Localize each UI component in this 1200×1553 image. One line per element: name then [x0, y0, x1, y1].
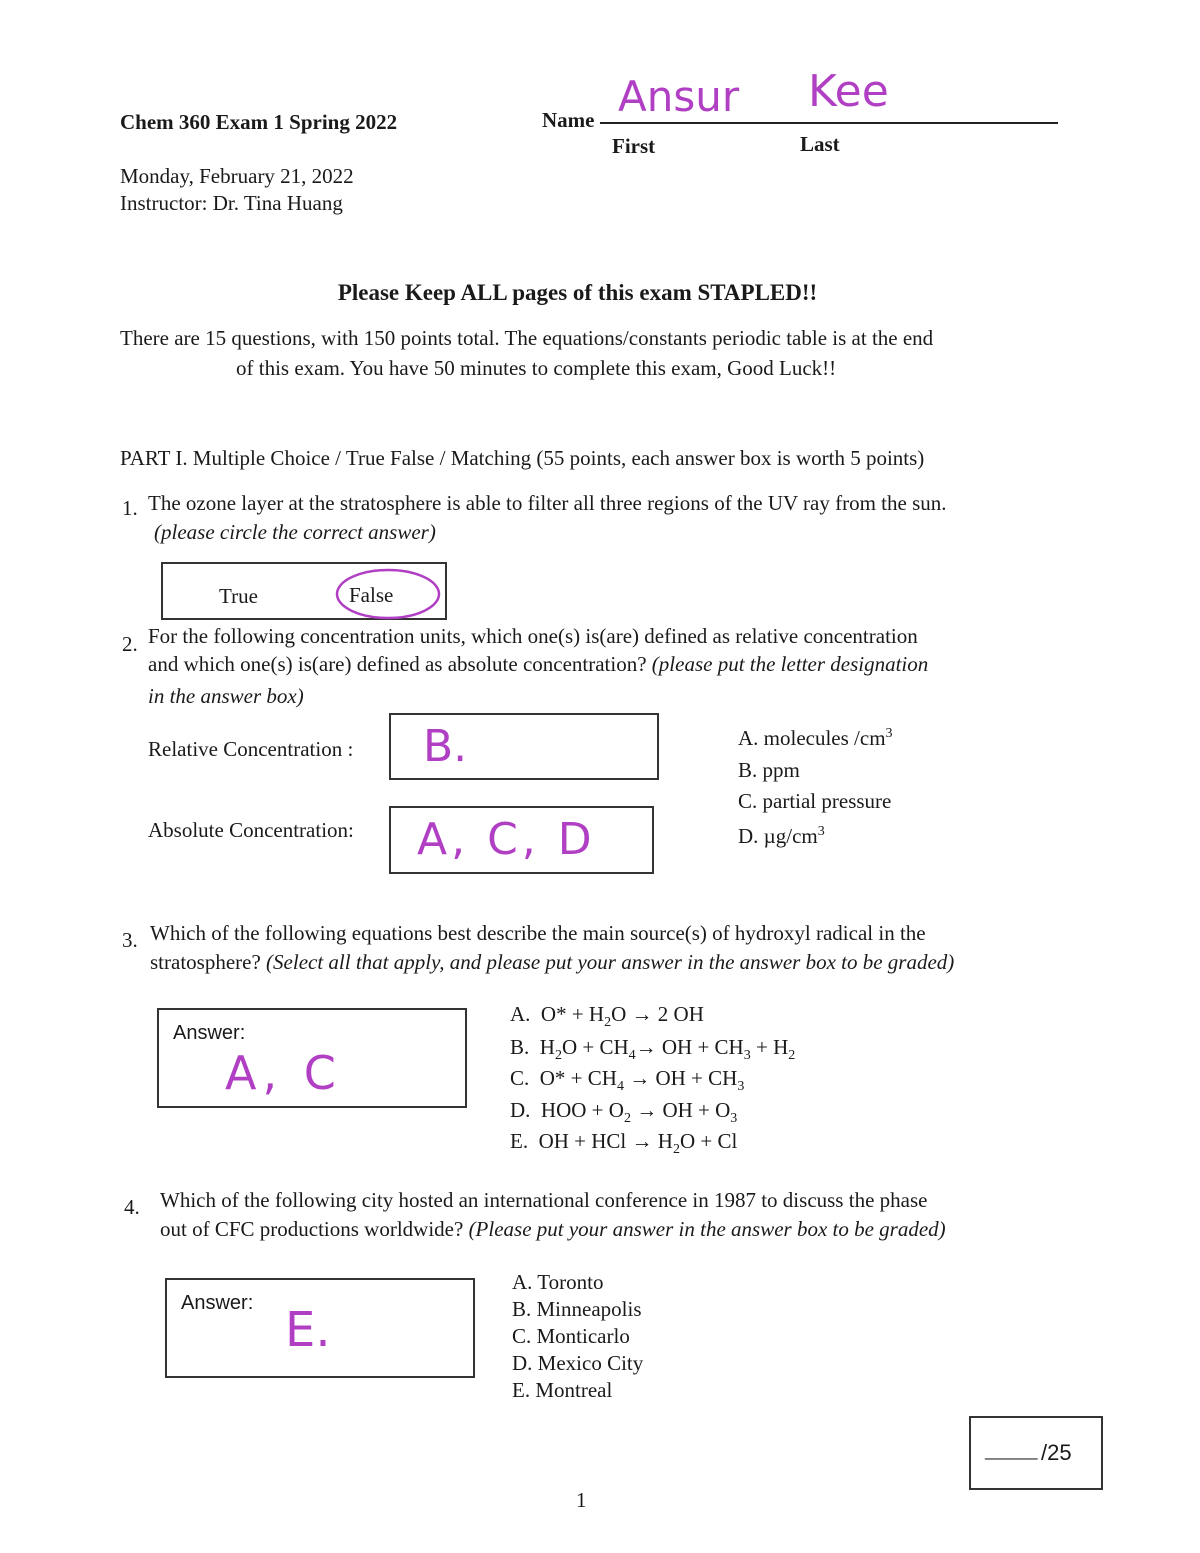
q1-answer-box	[161, 562, 447, 620]
q3-option-b-s1: 2	[554, 1048, 562, 1064]
q2-option-a-sup: 3	[885, 726, 893, 741]
page-number: 1	[576, 1488, 587, 1512]
q3-option-b-letter: B.	[510, 1035, 530, 1059]
q2-text-2	[148, 652, 928, 677]
part1-title: PART I. Multiple Choice / True False / Matching (55 points, each answer box is worth 5 points)	[120, 446, 925, 470]
score-total: /25	[1041, 1440, 1072, 1465]
q2-option-d-text: D. µg/cm	[738, 824, 818, 848]
q3-number: 3.	[122, 928, 138, 952]
q3-option-b	[510, 1035, 795, 1064]
relative-label: Relative Concentration :	[148, 737, 354, 761]
q3-option-e-letter: E.	[510, 1129, 529, 1153]
q3-option-d-p2: → OH + O	[630, 1098, 731, 1122]
score-blank: _____	[985, 1438, 1038, 1462]
q2-text-1: For the following concentration units, which one(s) is(are) defined as relative concentration	[148, 624, 918, 648]
intro-line-1: There are 15 questions, with 150 points total. The equations/constants periodic table is at the end	[120, 326, 934, 350]
q3-option-b-s2: 4	[628, 1048, 636, 1064]
q2-number: 2.	[122, 632, 138, 656]
q4-option-a: A. Toronto	[512, 1270, 604, 1294]
q4-option-b: B. Minneapolis	[512, 1297, 642, 1321]
first-name-handwritten: Ansur	[618, 72, 740, 121]
q3-option-d-letter: D.	[510, 1098, 531, 1122]
q3-option-b-p3: → OH + CH	[635, 1035, 744, 1059]
q3-option-c-letter: C.	[510, 1066, 530, 1090]
staple-notice: Please Keep ALL pages of this exam STAPLED!!	[337, 280, 818, 305]
q3-option-e	[510, 1129, 737, 1158]
q3-option-c-p1: O* + CH	[539, 1066, 617, 1090]
name-line	[600, 122, 1058, 124]
q4-number: 4.	[124, 1195, 140, 1219]
q3-option-a-p1: O* + H	[540, 1002, 605, 1026]
q3-option-a-s1: 2	[604, 1015, 612, 1031]
q3-answer-box[interactable]	[157, 1008, 467, 1108]
q3-option-b-p1: H	[539, 1035, 555, 1059]
exam-title: Chem 360 Exam 1 Spring 2022	[120, 110, 398, 134]
absolute-label: Absolute Concentration:	[148, 818, 354, 842]
first-label: First	[612, 134, 656, 158]
q1-option-true[interactable]: True	[219, 584, 258, 608]
q3-text-1: Which of the following equations best describe the main source(s) of hydroxyl radical in the	[150, 921, 926, 945]
q3-option-b-p4: + H	[750, 1035, 789, 1059]
q2-instruction-2: in the answer box)	[148, 684, 304, 708]
q3-option-c-s1: 4	[616, 1079, 624, 1095]
q3-option-b-s3: 3	[743, 1048, 751, 1064]
relative-answer-box[interactable]	[389, 713, 659, 780]
q3-answer: A, C	[225, 1046, 342, 1100]
exam-date: Monday, February 21, 2022	[120, 164, 354, 188]
q1-option-false[interactable]: False	[349, 583, 394, 607]
q3-text-2-main: stratosphere?	[150, 950, 261, 974]
q4-option-d: D. Mexico City	[512, 1351, 644, 1375]
instructor: Instructor: Dr. Tina Huang	[120, 191, 343, 215]
q4-answer-label: Answer:	[181, 1292, 254, 1314]
q3-text-2	[150, 950, 954, 975]
q4-text-2-main: out of CFC productions worldwide?	[160, 1217, 464, 1241]
q2-option-a-text: A. molecules /cm	[738, 726, 886, 750]
q4-text-2	[160, 1217, 946, 1242]
q4-option-e: E. Montreal	[512, 1378, 613, 1402]
q4-option-c: C. Monticarlo	[512, 1324, 630, 1348]
q3-option-d	[510, 1098, 737, 1127]
q4-answer: E.	[285, 1302, 331, 1358]
q3-option-d-p1: HOO + O	[540, 1098, 624, 1122]
q2-option-a	[738, 726, 893, 751]
last-label: Last	[800, 132, 840, 156]
q2-option-c: C. partial pressure	[738, 789, 892, 813]
q4-text-1: Which of the following city hosted an international conference in 1987 to discuss the phase	[160, 1188, 928, 1212]
q3-option-c-p2: → OH + CH	[623, 1066, 738, 1090]
q3-option-d-s2: 3	[730, 1111, 738, 1127]
absolute-answer: A, C, D	[417, 814, 596, 865]
q3-option-a	[510, 1002, 704, 1031]
q3-option-d-s1: 2	[623, 1111, 631, 1127]
q3-option-c-s2: 3	[737, 1079, 745, 1095]
q2-option-d	[738, 824, 825, 849]
q3-option-e-p1: OH + HCl → H	[538, 1129, 673, 1153]
q3-option-e-s1: 2	[672, 1142, 680, 1158]
q1-circle-mark	[331, 566, 445, 620]
q1-text: The ozone layer at the stratosphere is able to filter all three regions of the UV ray from the sun.	[148, 491, 947, 515]
q2-option-b: B. ppm	[738, 758, 800, 782]
last-name-handwritten: Kee	[808, 66, 889, 117]
q3-option-a-letter: A.	[510, 1002, 531, 1026]
q2-text-2-main: and which one(s) is(are) defined as absolute concentration?	[148, 652, 647, 676]
q3-option-b-s4: 2	[788, 1048, 796, 1064]
q1-instruction: (please circle the correct answer)	[154, 520, 436, 544]
absolute-answer-box[interactable]	[389, 806, 654, 874]
score-box	[969, 1416, 1103, 1490]
q2-instruction-1: (please put the letter designation	[651, 652, 929, 676]
q4-instruction: (Please put your answer in the answer box to be graded)	[468, 1217, 946, 1241]
q3-option-a-p2: O → 2 OH	[611, 1002, 704, 1026]
q3-option-e-p2: O + Cl	[679, 1129, 738, 1153]
q3-answer-label: Answer:	[173, 1022, 246, 1044]
q4-answer-box[interactable]	[165, 1278, 475, 1378]
q3-option-b-p2: O + CH	[561, 1035, 629, 1059]
q3-instruction: (Select all that apply, and please put your answer in the answer box to be graded)	[266, 950, 955, 974]
q2-option-d-sup: 3	[817, 824, 825, 839]
relative-answer: B.	[423, 721, 468, 772]
q1-number: 1.	[122, 496, 138, 520]
intro-line-2: of this exam. You have 50 minutes to complete this exam, Good Luck!!	[236, 356, 837, 380]
name-label: Name	[542, 108, 595, 132]
q3-option-c	[510, 1066, 744, 1095]
